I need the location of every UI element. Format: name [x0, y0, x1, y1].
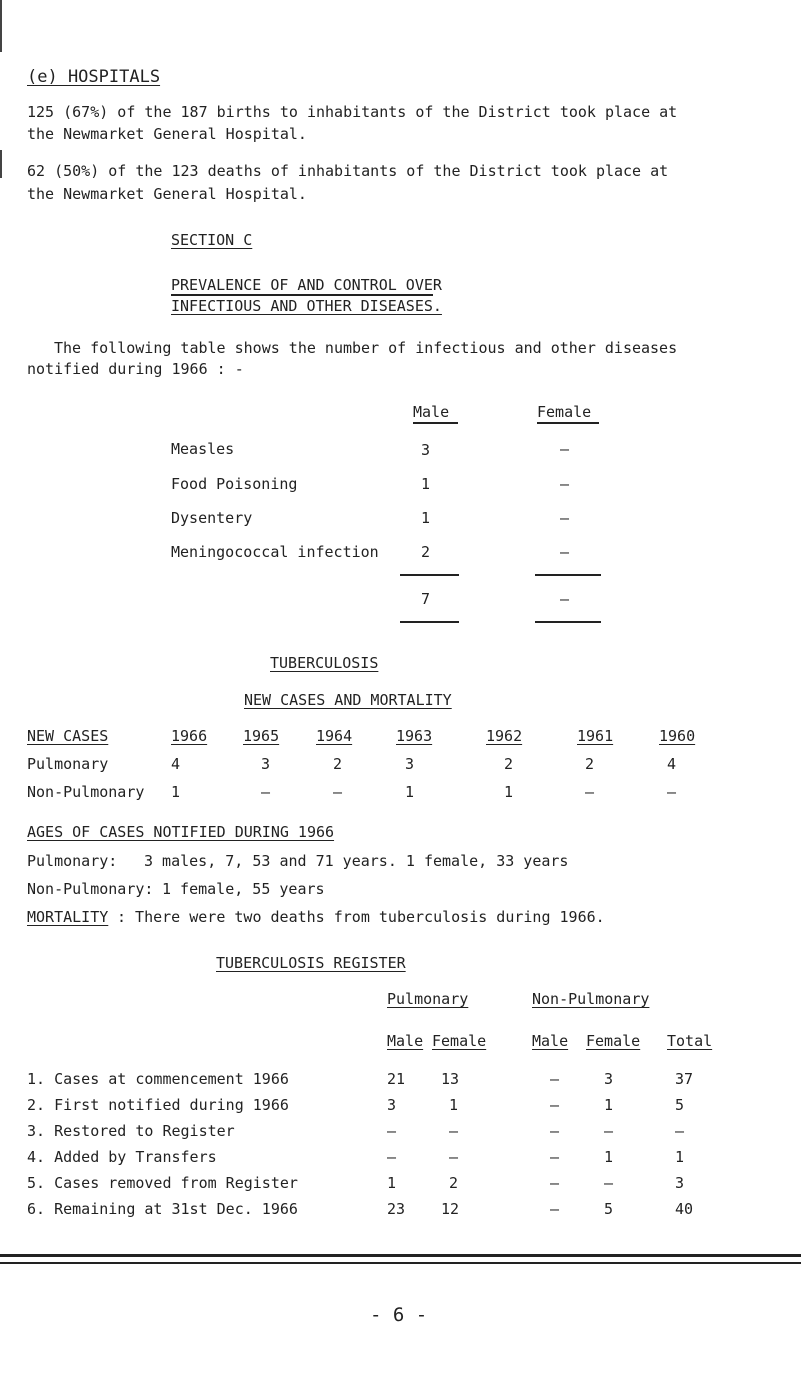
- register-row-label: 2. First notified during 1966: [27, 1096, 289, 1114]
- register-row-label: 1. Cases at commencement 1966: [27, 1070, 289, 1088]
- year-header: 1965: [243, 727, 280, 745]
- register-value: 37: [675, 1070, 694, 1088]
- header-underline: [537, 422, 599, 424]
- register-value: —: [550, 1096, 560, 1114]
- section-title: SECTION C: [171, 231, 253, 249]
- tb-value: —: [261, 783, 271, 801]
- register-value: 5: [675, 1096, 685, 1114]
- register-value: 3: [675, 1174, 685, 1192]
- section-subtitle: INFECTIOUS AND OTHER DISEASES.: [171, 297, 442, 315]
- tb-value: 1: [405, 783, 415, 801]
- register-value: 1: [387, 1174, 397, 1192]
- register-value: 1: [604, 1148, 614, 1166]
- female-count: —: [560, 440, 570, 458]
- register-value: 1: [604, 1096, 614, 1114]
- disease-label: Measles: [171, 440, 235, 458]
- ages-pulmonary-text: 3 males, 7, 53 and 71 years. 1 female, 33 years: [144, 852, 569, 870]
- ages-nonpulmonary-text: 1 female, 55 years: [162, 880, 325, 898]
- male-count: 2: [421, 543, 431, 561]
- register-value: —: [387, 1148, 397, 1166]
- paragraph-line: the Newmarket General Hospital.: [27, 125, 307, 143]
- section-subtitle: PREVALENCE OF AND CONTROL OVER: [171, 276, 442, 294]
- tb-value: —: [333, 783, 343, 801]
- tb-value: 3: [405, 755, 415, 773]
- tb-row-label: Pulmonary: [27, 755, 109, 773]
- total-male: 7: [421, 590, 431, 608]
- bottom-rule: [0, 1254, 801, 1257]
- register-value: 3: [387, 1096, 397, 1114]
- section-heading-text: (e) HOSPITALS: [27, 67, 161, 87]
- register-row-label: 3. Restored to Register: [27, 1122, 235, 1140]
- register-value: —: [550, 1174, 560, 1192]
- register-group-nonpulmonary: Non-Pulmonary: [532, 990, 650, 1008]
- register-value: 23: [387, 1200, 406, 1218]
- register-value: —: [449, 1148, 459, 1166]
- tb-title: TUBERCULOSIS: [270, 654, 379, 672]
- tb-value: 3: [261, 755, 271, 773]
- female-count: —: [560, 509, 570, 527]
- tb-value: 1: [504, 783, 514, 801]
- new-cases-header: NEW CASES: [27, 727, 109, 745]
- register-value: —: [550, 1200, 560, 1218]
- year-header: 1966: [171, 727, 208, 745]
- register-value: —: [449, 1122, 459, 1140]
- register-value: —: [550, 1070, 560, 1088]
- tb-value: —: [585, 783, 595, 801]
- register-row-label: 5. Cases removed from Register: [27, 1174, 298, 1192]
- register-value: —: [604, 1174, 614, 1192]
- total-rule-bottom: [535, 621, 601, 623]
- register-title: TUBERCULOSIS REGISTER: [216, 954, 406, 972]
- paragraph-line: the Newmarket General Hospital.: [27, 185, 307, 203]
- column-header-male: Male: [413, 403, 450, 421]
- mortality-label: MORTALITY: [27, 908, 109, 926]
- year-header: 1961: [577, 727, 614, 745]
- intro-line: The following table shows the number of infectious and other diseases: [54, 339, 678, 357]
- column-header-female: Female: [537, 403, 592, 421]
- tb-value: —: [667, 783, 677, 801]
- header-underline: [413, 422, 458, 424]
- register-value: —: [675, 1122, 685, 1140]
- female-count: —: [560, 475, 570, 493]
- tb-value: 1: [171, 783, 181, 801]
- total-female: —: [560, 590, 570, 608]
- tb-value: 4: [171, 755, 181, 773]
- register-value: 3: [604, 1070, 614, 1088]
- ages-pulmonary-label: Pulmonary:: [27, 852, 118, 870]
- page-number: - 6 -: [370, 1304, 428, 1326]
- ages-heading: AGES OF CASES NOTIFIED DURING 1966: [27, 823, 335, 841]
- register-value: 1: [675, 1148, 685, 1166]
- disease-label: Dysentery: [171, 509, 253, 527]
- year-header: 1964: [316, 727, 353, 745]
- ages-nonpulmonary-label: Non-Pulmonary:: [27, 880, 154, 898]
- disease-label: Meningococcal infection: [171, 543, 379, 561]
- register-value: 1: [449, 1096, 459, 1114]
- register-value: —: [387, 1122, 397, 1140]
- register-value: 21: [387, 1070, 406, 1088]
- male-count: 3: [421, 441, 431, 459]
- register-group-pulmonary: Pulmonary: [387, 990, 469, 1008]
- tb-subtitle: NEW CASES AND MORTALITY: [244, 691, 452, 709]
- paragraph-line: 125 (67%) of the 187 births to inhabitants of the District took place at: [27, 103, 678, 121]
- male-count: 1: [421, 475, 431, 493]
- register-col-header: Female: [586, 1032, 641, 1050]
- register-value: 2: [449, 1174, 459, 1192]
- tb-value: 2: [333, 755, 343, 773]
- total-rule-top: [535, 574, 601, 576]
- register-col-header: Male: [532, 1032, 569, 1050]
- year-header: 1962: [486, 727, 523, 745]
- register-value: —: [550, 1148, 560, 1166]
- total-rule-bottom: [400, 621, 459, 623]
- intro-line: notified during 1966 : -: [27, 360, 244, 378]
- margin-mark: [0, 0, 2, 52]
- tb-row-label: Non-Pulmonary: [27, 783, 145, 801]
- underline: [171, 294, 433, 296]
- tb-value: 2: [585, 755, 595, 773]
- female-count: —: [560, 543, 570, 561]
- mortality-text: : There were two deaths from tuberculosis during 1966.: [117, 908, 605, 926]
- register-row-label: 6. Remaining at 31st Dec. 1966: [27, 1200, 298, 1218]
- register-col-header: Female: [432, 1032, 487, 1050]
- register-value: 13: [441, 1070, 460, 1088]
- register-col-header: Male: [387, 1032, 424, 1050]
- year-header: 1963: [396, 727, 433, 745]
- register-value: 12: [441, 1200, 460, 1218]
- register-value: —: [550, 1122, 560, 1140]
- register-value: —: [604, 1122, 614, 1140]
- bottom-rule: [0, 1262, 801, 1264]
- tb-value: 4: [667, 755, 677, 773]
- year-header: 1960: [659, 727, 696, 745]
- margin-mark: [0, 150, 2, 178]
- register-col-header: Total: [667, 1032, 713, 1050]
- paragraph-line: 62 (50%) of the 123 deaths of inhabitants of the District took place at: [27, 162, 669, 180]
- tb-value: 2: [504, 755, 514, 773]
- disease-label: Food Poisoning: [171, 475, 298, 493]
- male-count: 1: [421, 509, 431, 527]
- register-row-label: 4. Added by Transfers: [27, 1148, 217, 1166]
- register-value: 40: [675, 1200, 694, 1218]
- register-value: 5: [604, 1200, 614, 1218]
- section-heading: [27, 67, 160, 87]
- total-rule-top: [400, 574, 459, 576]
